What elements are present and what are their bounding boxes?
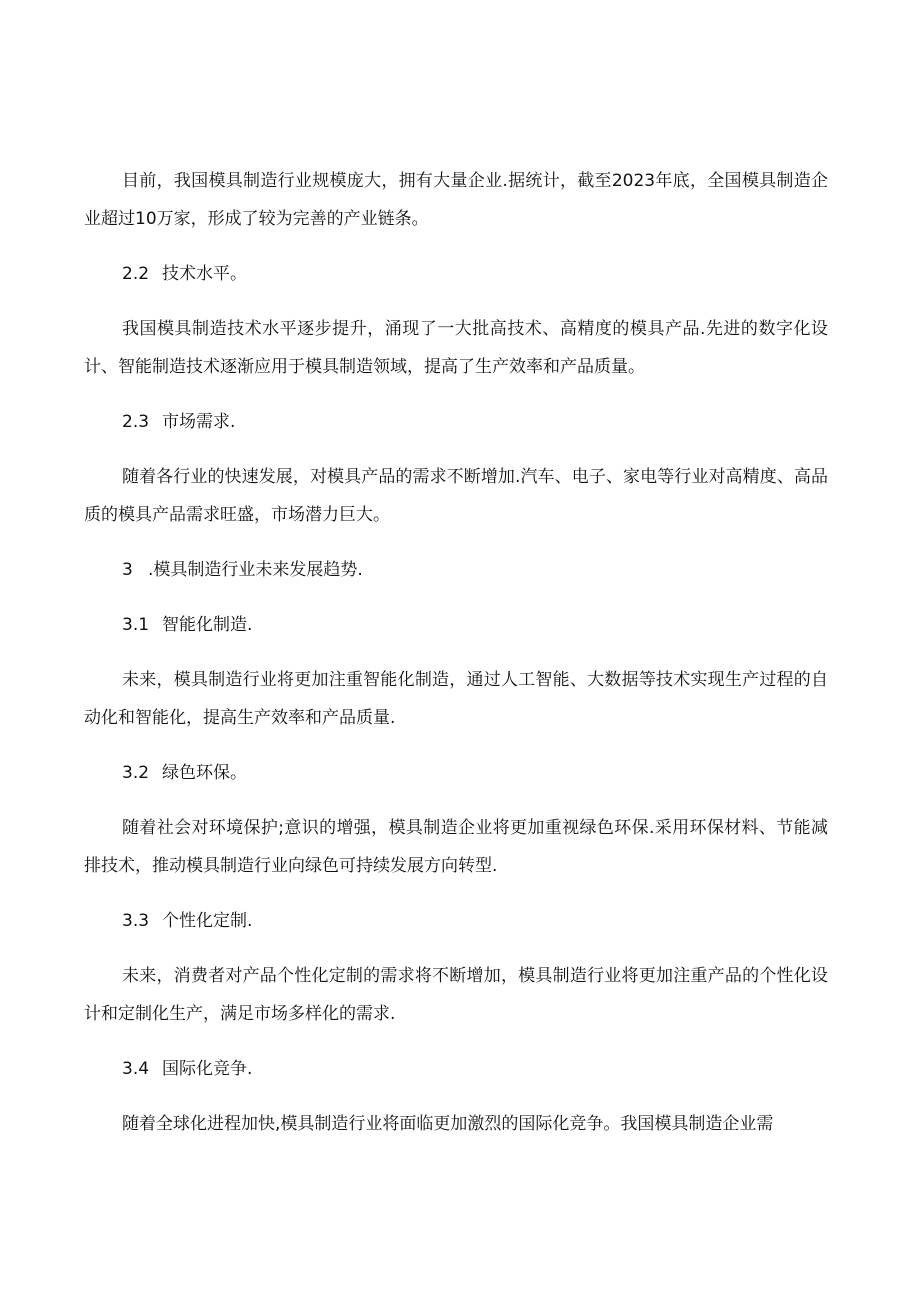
heading-title: 智能化制造. xyxy=(162,615,253,635)
heading-title: 个性化定制. xyxy=(162,911,253,931)
heading-title: .模具制造行业未来发展趋势. xyxy=(148,560,363,580)
para-industry-scale: 目前，我国模具制造行业规模庞大，拥有大量企业.据统计，截至2023年底，全国模具制造企业超过10万家，形成了较为完善的产业链条。 xyxy=(84,171,828,229)
heading-2-2 xyxy=(84,255,828,293)
heading-title: 技术水平。 xyxy=(162,264,247,284)
para-smart-manufacturing: 未来，模具制造行业将更加注重智能化制造，通过人工智能、大数据等技术实现生产过程的自动化和智能化，提高生产效率和产品质量. xyxy=(84,670,828,728)
heading-number: 3.3 xyxy=(122,911,150,931)
heading-2-3 xyxy=(84,403,828,441)
document-body xyxy=(84,162,828,1160)
heading-3-3 xyxy=(84,902,828,940)
heading-title: 国际化竞争. xyxy=(162,1059,253,1079)
heading-3-2 xyxy=(84,754,828,792)
heading-number: 3.4 xyxy=(122,1059,150,1079)
heading-title: 绿色环保。 xyxy=(162,763,247,783)
para-customization: 未来，消费者对产品个性化定制的需求将不断增加，模具制造行业将更加注重产品的个性化设计和定制化生产，满足市场多样化的需求. xyxy=(84,966,828,1024)
heading-number: 2.2 xyxy=(122,264,150,284)
para-tech-level: 我国模具制造技术水平逐步提升，涌现了一大批高技术、高精度的模具产品.先进的数字化设计、智能制造技术逐渐应用于模具制造领域，提高了生产效率和产品质量。 xyxy=(84,319,828,377)
heading-number: 2.3 xyxy=(122,412,150,432)
heading-3-4 xyxy=(84,1050,828,1088)
para-international: 随着全球化进程加快,模具制造行业将面临更加激烈的国际化竞争。我国模具制造企业需 xyxy=(122,1114,774,1134)
heading-number: 3 xyxy=(122,560,133,580)
para-green: 随着社会对环境保护;意识的增强，模具制造企业将更加重视绿色环保.采用环保材料、节能减排技术，推动模具制造行业向绿色可持续发展方向转型. xyxy=(84,818,828,876)
heading-number: 3.1 xyxy=(122,615,150,635)
heading-3-1 xyxy=(84,606,828,644)
heading-title: 市场需求. xyxy=(162,412,236,432)
heading-3 xyxy=(84,551,828,589)
heading-number: 3.2 xyxy=(122,763,150,783)
para-market-demand: 随着各行业的快速发展，对模具产品的需求不断增加.汽车、电子、家电等行业对高精度、高品质的模具产品需求旺盛，市场潜力巨大。 xyxy=(84,467,828,525)
